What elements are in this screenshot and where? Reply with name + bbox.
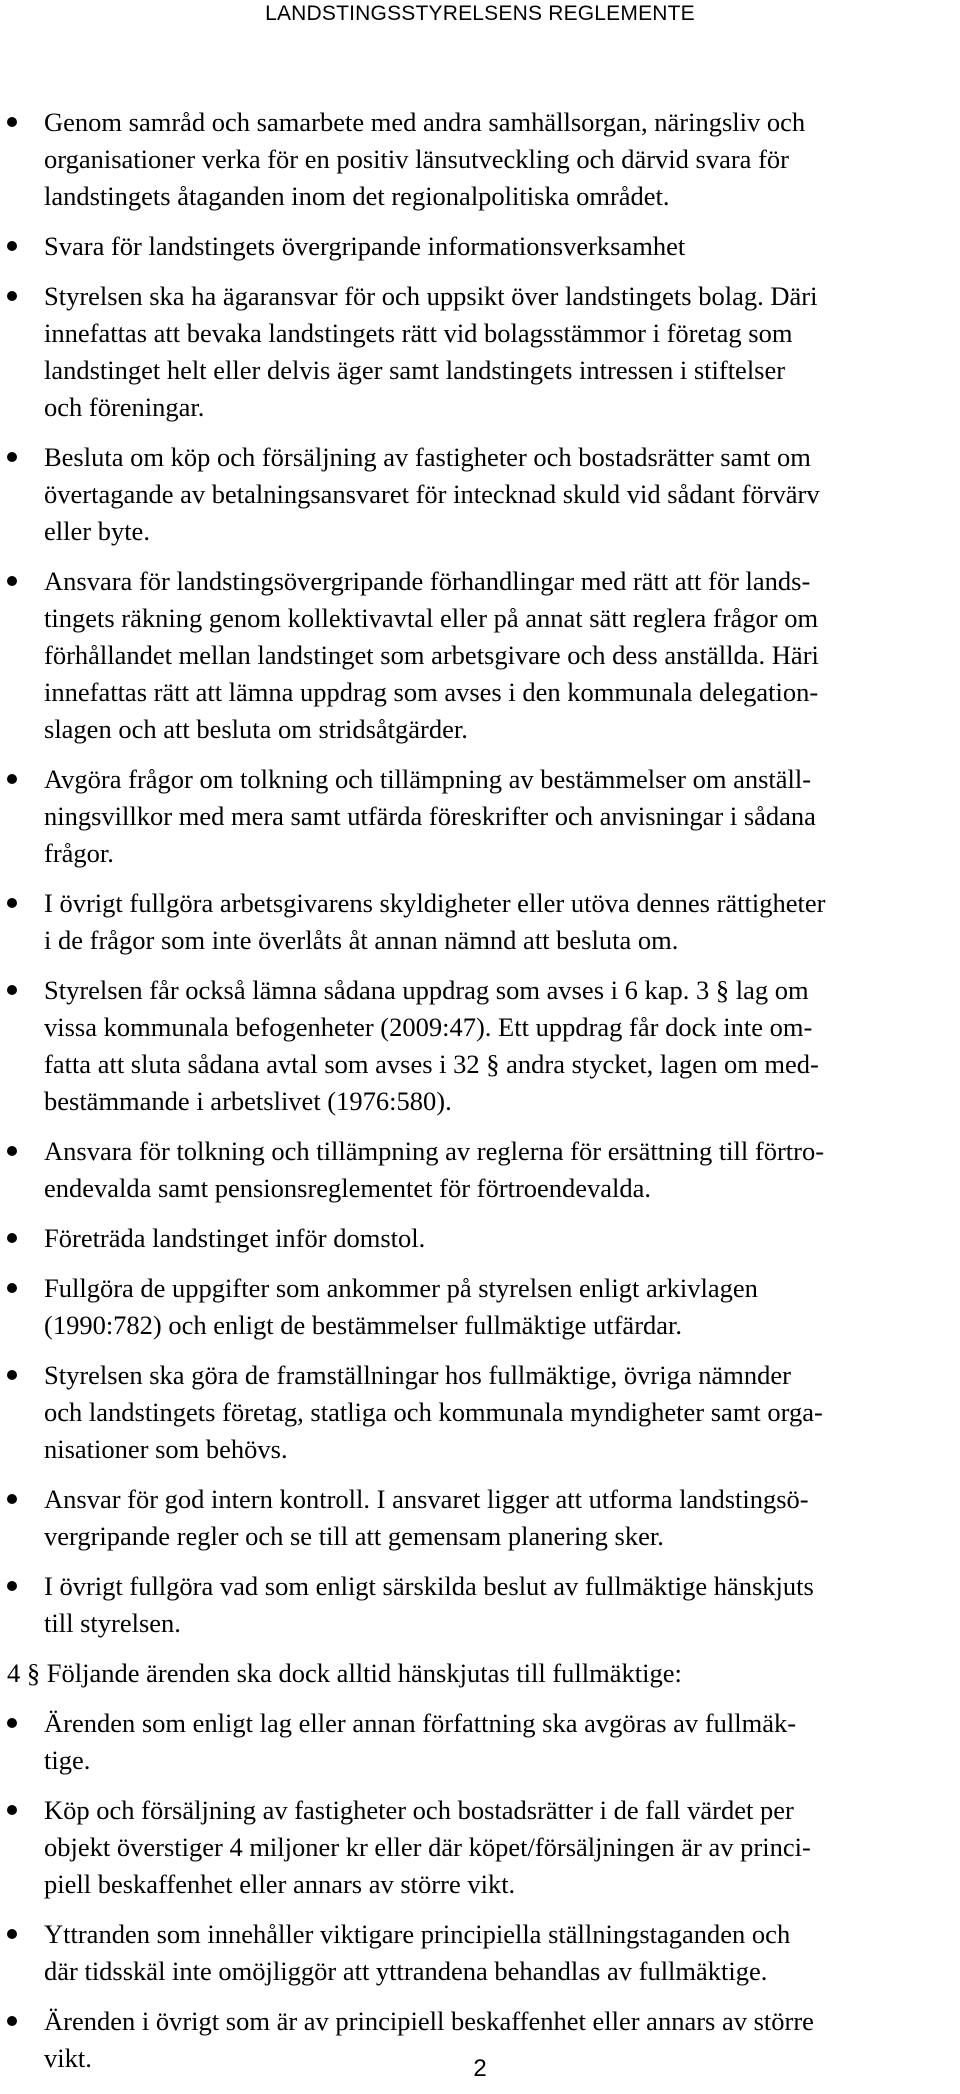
list-item <box>0 439 914 550</box>
list-item-line: Styrelsen ska göra de framställningar hos fullmäktige, övriga nämnder <box>44 1360 791 1390</box>
list-item-line: Yttranden som innehåller viktigare principiella ställningstaganden och <box>44 1919 791 1949</box>
list-item-line: (1990:782) och enligt de bestämmelser fullmäktige utfärdar. <box>44 1310 683 1340</box>
bullet-dot-icon <box>7 1233 17 1243</box>
list-item-line: Ansvara för tolkning och tillämpning av reglerna för ersättning till förtro- <box>44 1136 825 1166</box>
list-item <box>0 1792 914 1903</box>
bullet-dot-icon <box>7 1283 17 1293</box>
list-item-line: objekt överstiger 4 miljoner kr eller där köpet/försäljningen är av princi- <box>44 1832 811 1862</box>
list-item-line: organisationer verka för en positiv länsutveckling och därvid svara för <box>44 144 789 174</box>
section-text: Följande ärenden ska dock alltid hänskjutas till fullmäktige: <box>46 1658 682 1688</box>
list-item-line: och landstingets företag, statliga och kommunala myndigheter samt orga- <box>44 1397 823 1427</box>
list-item-line: Besluta om köp och försäljning av fastigheter och bostadsrätter samt om <box>44 442 811 472</box>
list-item <box>0 104 914 215</box>
list-item <box>0 1357 914 1468</box>
list-item-line: Ansvar för god intern kontroll. I ansvaret ligger att utforma landstingsö- <box>44 1484 809 1514</box>
list-item-line: landstinget helt eller delvis äger samt landstingets intressen i stiftelser <box>44 355 786 385</box>
list-item-line: Styrelsen får också lämna sådana uppdrag som avses i 6 kap. 3 § lag om <box>44 975 809 1005</box>
bullet-list-duties <box>0 104 960 1642</box>
list-item-line: slagen och att besluta om stridsåtgärder. <box>44 714 468 744</box>
list-item-line: I övrigt fullgöra vad som enligt särskilda beslut av fullmäktige hänskjuts <box>44 1571 814 1601</box>
list-item-line: frågor. <box>44 838 114 868</box>
list-item <box>0 1568 914 1642</box>
bullet-dot-icon <box>7 241 17 251</box>
list-item <box>0 1916 914 1990</box>
list-item-line: innefattas rätt att lämna uppdrag som avses i den kommunala delegation- <box>44 677 819 707</box>
list-item <box>0 1481 914 1555</box>
list-item-line: Köp och försäljning av fastigheter och bostadsrätter i de fall värdet per <box>44 1795 794 1825</box>
bullet-dot-icon <box>7 452 17 462</box>
list-item-line: ningsvillkor med mera samt utfärda föreskrifter och anvisningar i sådana <box>44 801 816 831</box>
list-item-line: övertagande av betalningsansvaret för intecknad skuld vid sådant förvärv <box>44 479 820 509</box>
bullet-dot-icon <box>7 898 17 908</box>
list-item-line: innefattas att bevaka landstingets rätt vid bolagsstämmor i företag som <box>44 318 793 348</box>
list-item <box>0 278 914 426</box>
page-number: 2 <box>473 2055 487 2082</box>
list-item-line: nisationer som behövs. <box>44 1434 288 1464</box>
bullet-dot-icon <box>7 1581 17 1591</box>
list-item <box>0 761 914 872</box>
list-item <box>0 1220 914 1257</box>
list-item-line: förhållandet mellan landstinget som arbetsgivare och dess anställda. Häri <box>44 640 819 670</box>
section-4 <box>0 1655 960 1692</box>
bullet-dot-icon <box>7 985 17 995</box>
bullet-dot-icon <box>7 1494 17 1504</box>
list-item <box>0 885 914 959</box>
list-item-line: Fullgöra de uppgifter som ankommer på styrelsen enligt arkivlagen <box>44 1273 758 1303</box>
list-item <box>0 1705 914 1779</box>
list-item-line: i de frågor som inte överlåts åt annan nämnd att besluta om. <box>44 925 679 955</box>
list-item-line: piell beskaffenhet eller annars av större vikt. <box>44 1869 516 1899</box>
bullet-dot-icon <box>7 1370 17 1380</box>
list-item-line: eller byte. <box>44 516 150 546</box>
bullet-dot-icon <box>7 117 17 127</box>
bullet-dot-icon <box>7 1718 17 1728</box>
bullet-dot-icon <box>7 576 17 586</box>
list-item-line: vergripande regler och se till att gemensam planering sker. <box>44 1521 664 1551</box>
list-item <box>0 228 914 265</box>
list-item-line: vikt. <box>44 2043 92 2073</box>
list-item-line: landstingets åtaganden inom det regionalpolitiska området. <box>44 181 670 211</box>
bullet-dot-icon <box>7 1805 17 1815</box>
bullet-dot-icon <box>7 291 17 301</box>
list-item-line: Ärenden som enligt lag eller annan författning ska avgöras av fullmäk- <box>44 1708 797 1738</box>
list-item-line: till styrelsen. <box>44 1608 181 1638</box>
list-item-line: bestämmande i arbetslivet (1976:580). <box>44 1086 452 1116</box>
bullet-dot-icon <box>7 1146 17 1156</box>
list-item-line: Styrelsen ska ha ägaransvar för och uppsikt över landstingets bolag. Däri <box>44 281 818 311</box>
list-item-line: Genom samråd och samarbete med andra samhällsorgan, näringsliv och <box>44 107 806 137</box>
list-item-line: vissa kommunala befogenheter (2009:47). Ett uppdrag får dock inte om- <box>44 1012 813 1042</box>
list-item <box>0 972 914 1120</box>
page-header: LANDSTINGSSTYRELSENS REGLEMENTE <box>265 2 695 25</box>
list-item <box>0 1133 914 1207</box>
list-item-line: endevalda samt pensionsreglementet för förtroendevalda. <box>44 1173 652 1203</box>
list-item-line: tingets räkning genom kollektivavtal eller på annat sätt reglera frågor om <box>44 603 819 633</box>
list-item-line: och föreningar. <box>44 392 205 422</box>
section-number: 4 § <box>7 1658 41 1688</box>
bullet-dot-icon <box>7 2016 17 2026</box>
list-item-line: Avgöra frågor om tolkning och tillämpning av bestämmelser om anställ- <box>44 764 812 794</box>
list-item-line: Svara för landstingets övergripande informationsverksamhet <box>44 231 686 261</box>
list-item <box>0 1270 914 1344</box>
document-body <box>0 104 960 2090</box>
bullet-dot-icon <box>7 774 17 784</box>
bullet-dot-icon <box>7 1929 17 1939</box>
list-item-line: där tidsskäl inte omöjliggör att yttrandena behandlas av fullmäktige. <box>44 1956 768 1986</box>
list-item-line: Företräda landstinget inför domstol. <box>44 1223 426 1253</box>
list-item-line: tige. <box>44 1745 91 1775</box>
list-item-line: Ärenden i övrigt som är av principiell beskaffenhet eller annars av större <box>44 2006 814 2036</box>
list-item <box>0 563 914 748</box>
list-item-line: fatta att sluta sådana avtal som avses i 32 § andra stycket, lagen om med- <box>44 1049 819 1079</box>
bullet-list-referrals <box>0 1705 960 2077</box>
list-item-line: Ansvara för landstingsövergripande förhandlingar med rätt att för lands- <box>44 566 811 596</box>
list-item-line: I övrigt fullgöra arbetsgivarens skyldigheter eller utöva dennes rättigheter <box>44 888 826 918</box>
